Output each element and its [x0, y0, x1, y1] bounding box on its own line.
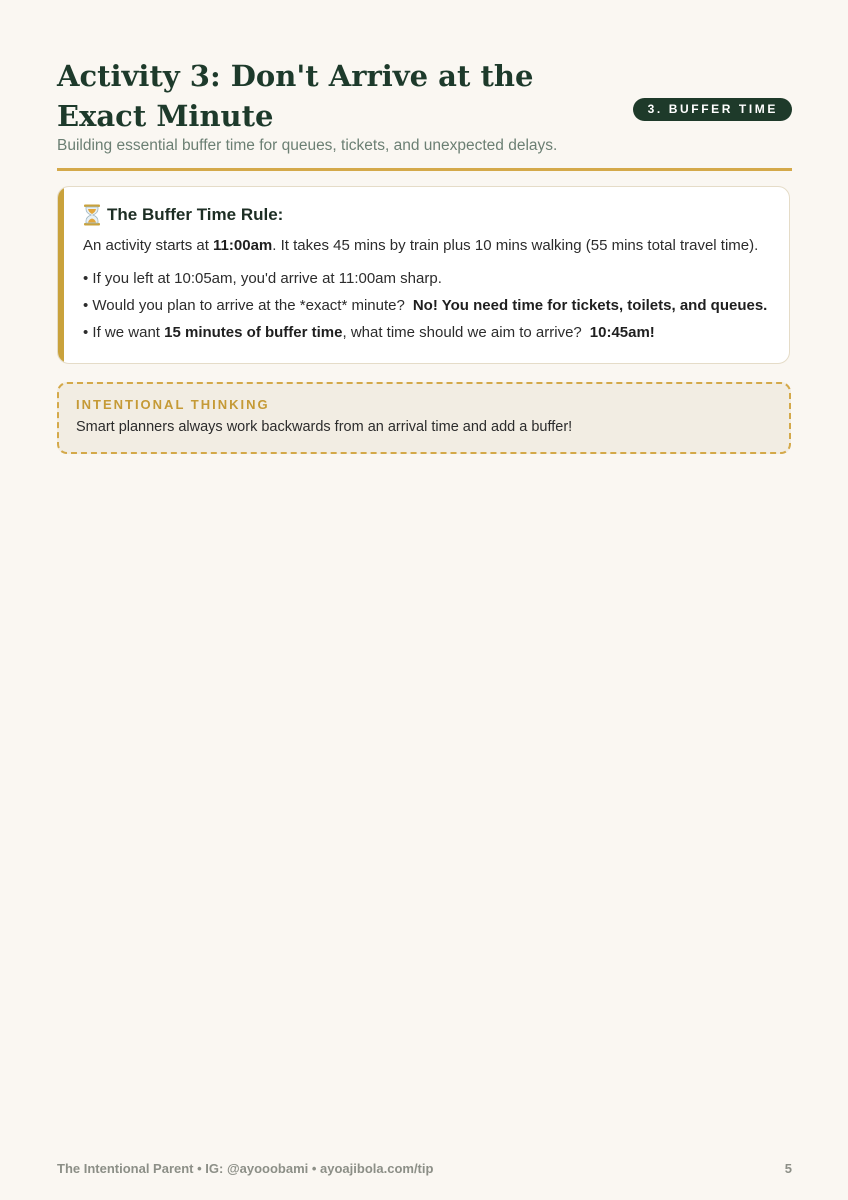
intro-suffix: . It takes 45 mins by train plus 10 mins walking (55 mins total travel time).	[272, 237, 759, 254]
footer-credit: The Intentional Parent • IG: @ayooobami • ayoajibola.com/tip	[57, 1161, 434, 1176]
intro-time: 11:00am	[213, 237, 273, 254]
intro-prefix: An activity starts at	[83, 237, 214, 254]
rule-intro	[83, 237, 758, 254]
bullet-item	[83, 324, 655, 341]
section-badge: 3. BUFFER TIME	[633, 98, 792, 121]
rule-heading	[83, 204, 283, 226]
bullet-text: • Would you plan to arrive at the *exact* minute?	[83, 297, 405, 314]
card-accent-bar	[58, 187, 64, 363]
page	[57, 0, 792, 1200]
header-divider	[57, 168, 792, 171]
bullet-bold: 15 minutes of buffer time	[164, 324, 343, 341]
bullet-suffix: , what time should we aim to arrive?	[342, 324, 582, 341]
bullet-item	[83, 297, 767, 314]
hourglass-icon	[83, 204, 101, 226]
thinking-text: Smart planners always work backwards from an arrival time and add a buffer!	[76, 419, 573, 435]
buffer-rule-card	[57, 186, 790, 364]
bullet-text: • If you left at 10:05am, you'd arrive at 11:00am sharp.	[83, 270, 442, 287]
thinking-label: INTENTIONAL THINKING	[76, 397, 270, 412]
bullet-item	[83, 270, 442, 287]
page-number: 5	[784, 1161, 792, 1176]
intentional-thinking-box	[57, 382, 791, 454]
bullet-prefix: • If we want	[83, 324, 165, 341]
bullet-answer: 10:45am!	[589, 324, 655, 341]
rule-heading-text: The Buffer Time Rule:	[107, 205, 284, 224]
bullet-answer: No! You need time for tickets, toilets, and queues.	[412, 297, 768, 314]
page-title: Activity 3: Don't Arrive at the Exact Minute	[57, 59, 534, 133]
page-subtitle: Building essential buffer time for queues, tickets, and unexpected delays.	[57, 137, 558, 154]
